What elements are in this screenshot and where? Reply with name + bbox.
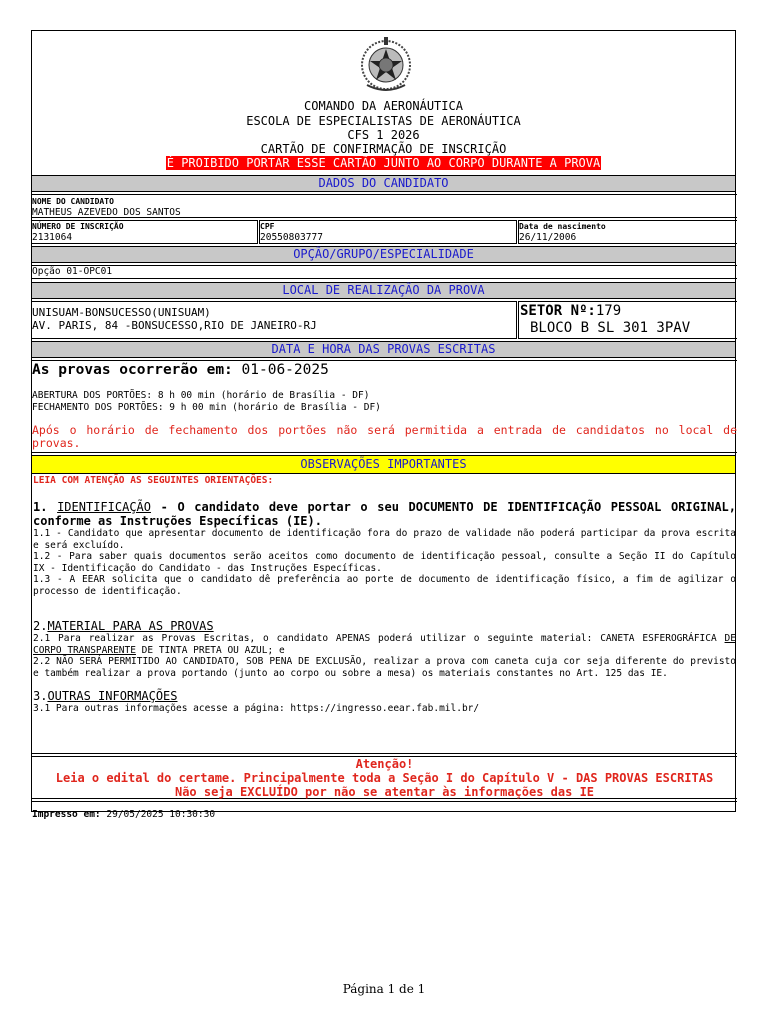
gates-opening: ABERTURA DOS PORTÕES: 8 h 00 min (horário de Brasília - DF) [32, 390, 370, 401]
gates-notice: Após o horário de fechamento dos portões não será permitida a entrada de candidatos no local de provas. [32, 423, 737, 450]
gates-closing: FECHAMENTO DOS PORTÕES: 9 h 00 min (horário de Brasília - DF) [32, 401, 381, 413]
cpf-label: CPF [260, 222, 275, 231]
page-number: Página 1 de 1 [342, 982, 426, 996]
attention-title: Atenção! [355, 757, 414, 771]
item-1-1: 1.1 - Candidato que apresentar documento de identificação fora do prazo de validade não poderá participar da prova escrita e será excluído. [33, 528, 736, 551]
section-2-number: 2. [33, 619, 48, 633]
candidate-name-label: NOME DO CANDIDATO [32, 197, 114, 206]
section-candidate-title: DADOS DO CANDIDATO [32, 175, 735, 192]
registration-cell [32, 220, 258, 244]
item-1-2: 1.2 - Para saber quais documentos serão aceitos como documento de identificação pessoal, consulte a Seção II do Capítulo IX - Identificação do Candidato - das Instruções Específicas. [33, 551, 736, 574]
printed-label: Impresso em: [32, 809, 101, 820]
option-cell [32, 265, 737, 279]
item-2-2: 2.2 NÃO SERÁ PERMITIDO AO CANDIDATO, SOB PENA DE EXCLUSÃO, realizar a prova com caneta cuja cor seja diferente do previsto e também realizar a prova portando (junto ao corpo ou sobre a mesa) os materiais constantes no Art. 125 das IE. [33, 656, 736, 679]
section-1-text: - O candidato deve portar o seu DOCUMENTO DE IDENTIFICAÇÃO PESSOAL ORIGINAL, conforme as Instruções Específicas (IE). [33, 500, 736, 528]
exam-date: 01-06-2025 [241, 362, 329, 378]
section-2-heading [33, 619, 736, 633]
section-3-heading [33, 689, 736, 703]
location-place: UNISUAM-BONSUCESSO(UNISUAM) [32, 306, 211, 319]
candidate-name: MATHEUS AZEVEDO DOS SANTOS [32, 207, 181, 218]
section-schedule-title: DATA E HORA DAS PROVAS ESCRITAS [32, 341, 735, 358]
printed-cell [32, 801, 737, 820]
section-1-title: IDENTIFICAÇÃO [57, 500, 151, 514]
confirmation-card [31, 30, 737, 820]
header-exam: CFS 1 2026 [347, 128, 420, 142]
sector-number: 179 [595, 303, 622, 319]
section-option-title: OPÇÃO/GRUPO/ESPECIALIDADE [32, 246, 735, 263]
section-3-title: OUTRAS INFORMAÇÕES [47, 689, 178, 703]
registration-number: 2131064 [32, 232, 73, 243]
registration-label: NÚMERO DE INSCRIÇÃO [32, 222, 124, 231]
attention-line-2: Não seja EXCLUÍDO por não se atentar às informações das IE [174, 785, 595, 799]
birth-cell [518, 220, 737, 244]
header-card-title: CARTÃO DE CONFIRMAÇÃO DE INSCRIÇÃO [260, 142, 507, 156]
birth-label: Data de nascimento [519, 222, 606, 231]
section-3-number: 3. [33, 689, 48, 703]
section-2-title: MATERIAL PARA AS PROVAS [47, 619, 214, 633]
header-school: ESCOLA DE ESPECIALISTAS DE AERONÁUTICA [246, 114, 521, 128]
cpf-cell [259, 220, 517, 244]
brasao-republica-icon [357, 35, 415, 93]
printed-value: 29/05/2025 10:30:30 [106, 809, 216, 820]
observations-cell [32, 474, 737, 754]
observations-intro: LEIA COM ATENÇÃO AS SEGUINTES ORIENTAÇÕES: [33, 475, 274, 486]
birth-date: 26/11/2006 [519, 232, 577, 243]
sector-room: BLOCO B SL 301 3PAV [530, 320, 691, 336]
schedule-cell [32, 360, 737, 453]
header-command: COMANDO DA AERONÁUTICA [304, 99, 463, 113]
item-2-1-underlined: DE CORPO TRANSPARENTE [33, 633, 736, 656]
exam-date-label: As provas ocorrerão em: [32, 362, 233, 378]
section-1-number: 1. [33, 500, 58, 514]
item-2-1: 2.1 Para realizar as Provas Escritas, o candidato APENAS poderá utilizar o seguinte material: CANETA ESFEROGRÁFICA DE CORPO TRANSPARENTE DE TINTA PRETA OU AZUL; e [33, 633, 736, 656]
sector-cell [518, 301, 737, 339]
item-1-3: 1.3 - A EEAR solicita que o candidato dê preferência ao porte de documento de identificação físico, a fim de agilizar o processo de identificação. [33, 574, 736, 597]
item-3-1: 3.1 Para outras informações acesse a página: https://ingresso.eear.fab.mil.br/ [33, 703, 480, 714]
cpf-value: 20550803777 [260, 232, 323, 243]
candidate-name-cell [32, 194, 737, 218]
attention-box [32, 756, 737, 799]
attention-line-1: Leia o edital do certame. Principalmente toda a Seção I do Capítulo V - DAS PROVAS ESCRITAS [55, 771, 714, 785]
location-cell [32, 301, 517, 339]
section-location-title: LOCAL DE REALIZAÇÃO DA PROVA [32, 282, 735, 299]
section-1-heading [33, 500, 736, 528]
option-value: Opção 01-OPC01 [32, 266, 113, 277]
header-warning: É PROIBIDO PORTAR ESSE CARTÃO JUNTO AO CORPO DURANTE A PROVA [166, 156, 601, 170]
location-address: AV. PARIS, 84 -BONSUCESSO,RIO DE JANEIRO-RJ [32, 319, 317, 332]
section-observations-title: OBSERVAÇÕES IMPORTANTES [32, 455, 735, 474]
sector-label: SETOR Nº: [520, 303, 596, 319]
